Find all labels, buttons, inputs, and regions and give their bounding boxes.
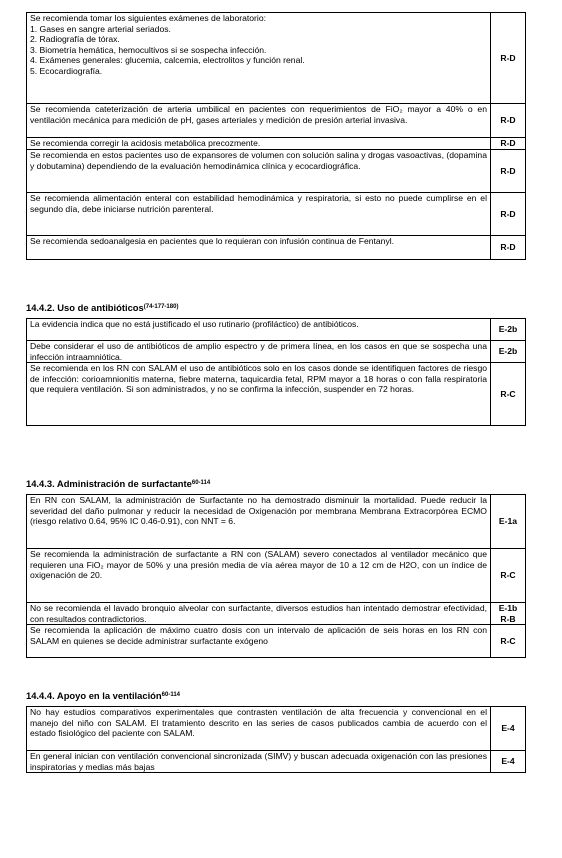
list-item: 4. Exámenes generales: glucemia, calcemia, electrolitos y función renal. [30, 55, 305, 65]
table-row [27, 13, 526, 104]
recommendation-text: En general inician con ventilación convencional sincronizada (SIMV) y buscan adecuada oxigenación con las presiones inspiratorias y medias más bajas [27, 751, 491, 773]
evidence-level: E-4 [491, 751, 526, 773]
evidence-level: R-D [491, 150, 526, 193]
evidence-level: R-D [491, 104, 526, 138]
recommendation-text: Se recomienda corregir la acidosis metabólica precozmente. [27, 138, 491, 150]
recommendation-text: Se recomienda cateterización de arteria umbilical en pacientes con requerimientos de FiO₂ mayor a 40% o en ventilación mecánica para medición de pH, gases arteriales y medición de presión arterial invasiva. [27, 104, 491, 138]
table-row [27, 104, 526, 138]
recommendation-text: No se recomienda el lavado bronquio alveolar con surfactante, diversos estudios han intentado demostrar efectividad, con resultados contradictorios. [27, 603, 491, 625]
table-row [27, 138, 526, 150]
recommendation-text: Se recomienda en estos pacientes uso de expansores de volumen con solución salina y drogas vasoactivas, (dopamina y dobutamina) dependiendo de la evaluación hemodinámica clínica y ecocardiográfica. [27, 150, 491, 193]
list-item: 5. Ecocardiografía. [30, 65, 103, 76]
list-item: 3. Biometría hemática, hemocultivos si se sospecha infección. [30, 44, 267, 55]
section-heading-ventilation: 14.4.4. Apoyo en la ventilación$^{60-114}$ [26, 690, 180, 701]
recommendation-text: La evidencia indica que no está justificado el uso rutinario (profiláctico) de antibióticos. [27, 319, 491, 341]
recommendation-text: En RN con SALAM, la administración de Surfactante no ha demostrado disminuir la mortalidad. Puede reducir la severidad del daño pulmonar y reducir la necesidad de Oxigenación por membrana Membrana Extracorpórea ECMO (riesgo relativo 0.64, 95% IC 0.46-0.91), con NNT = 6. [27, 495, 491, 549]
section-refs: 60-114 [161, 692, 180, 698]
evidence-level: E-2b [491, 319, 526, 341]
section-heading-antibiotics: 14.4.2. Uso de antibióticos$^{(74-177-180)}$ [26, 302, 179, 313]
list-item: 1. Gases en sangre arterial seriados. [30, 23, 171, 34]
recommendation-text: Se recomienda alimentación enteral con estabilidad hemodinámica y respiratoria, si esto no puede cumplirse en el segundo día, debe iniciarse nutrición parenteral. [27, 193, 491, 236]
recommendations-table-4 [26, 706, 526, 773]
table-row [27, 150, 526, 193]
evidence-level: R-D [491, 193, 526, 236]
recommendation-text: No hay estudios comparativos experimentales que contrasten ventilación de alta frecuencia y convencional en el manejo del niño con SALAM. El tratamiento descrito en las series de casos publicados cambia de acuerdo con el estado fisiológico del paciente con SALAM. [27, 707, 491, 751]
recommendation-text: Se recomienda la aplicación de máximo cuatro dosis con un intervalo de aplicación de seis horas en los RN con SALAM en quienes se decide administrar surfactante exógeno [27, 625, 491, 658]
evidence-level [491, 603, 526, 625]
section-refs: 60-114 [191, 480, 211, 486]
recommendation-text [27, 13, 491, 104]
section-heading-surfactant: 14.4.3. Administración de surfactante$^{60-114}$ [26, 478, 211, 489]
evidence-level: R-C [491, 363, 526, 426]
recommendation-text: Se recomienda en los RN con SALAM el uso de antibióticos solo en los casos donde se identifiquen factores de riesgo de infección: corioamnionitis materna, fiebre materna, taquicardia fetal, RPM mayor a 18 horas o con falla respiratoria que requiera ventilación. Si son administrados, y no se confirma la infección, suspender en 72 horas. [27, 363, 491, 426]
recommendation-text: Se recomienda la administración de surfactante a RN con (SALAM) severo conectados al ventilador mecánico que requieren una FiO₂ mayor de 50% y una presión media de vía aérea mayor de 10 a 12 cm de H2O, con un índice de oxigenación de 20. [27, 549, 491, 603]
table-row [27, 236, 526, 260]
evidence-level: E-2b [491, 341, 526, 363]
table-row [27, 707, 526, 751]
table-row [27, 625, 526, 658]
evidence-level: R-D [491, 236, 526, 260]
table-row [27, 495, 526, 549]
list-intro: Se recomienda tomar los siguientes exámenes de laboratorio: [30, 13, 266, 23]
recommendation-text: Debe considerar el uso de antibióticos de amplio espectro y de primera línea, en los casos en que se sospecha una infección intraamniótica. [27, 341, 491, 363]
evidence-level-secondary: R-B [500, 613, 516, 624]
recommendation-text: Se recomienda sedoanalgesia en pacientes que lo requieran con infusión continua de Fentanyl. [27, 236, 491, 260]
table-row [27, 193, 526, 236]
evidence-level: E-1a [491, 495, 526, 549]
evidence-level: E-4 [491, 707, 526, 751]
list-item: 2. Radiografía de tórax. [30, 34, 120, 44]
table-row [27, 751, 526, 773]
recommendations-table-1 [26, 12, 526, 260]
evidence-level-primary: E-1b [498, 603, 518, 613]
recommendations-table-3 [26, 494, 526, 658]
evidence-level: R-C [491, 549, 526, 603]
table-row [27, 341, 526, 363]
recommendations-table-2 [26, 318, 526, 426]
evidence-level: R-D [491, 13, 526, 104]
table-row [27, 363, 526, 426]
table-row [27, 549, 526, 603]
table-row [27, 319, 526, 341]
evidence-level: R-D [491, 138, 526, 150]
table-row [27, 603, 526, 625]
evidence-level: R-C [491, 625, 526, 658]
section-refs: (74-177-180) [143, 304, 179, 310]
